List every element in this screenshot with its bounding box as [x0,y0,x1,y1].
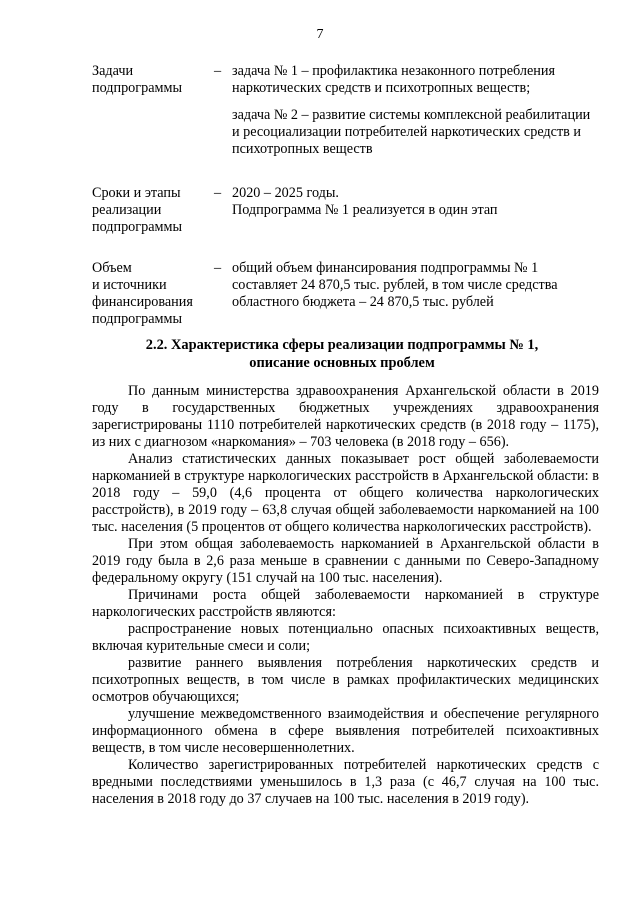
body-paragraph: Количество зарегистрированных потребителей наркотических средств с вредными последствиями уменьшилось в 1,3 раза (с 46,7 случая на 100 тыс. населения в 2018 году до 37 случаев на 100 тыс. населения в 2019 году). [92,757,599,807]
body-paragraph: Анализ статистических данных показывает рост общей заболеваемости наркоманией в структуре наркологических расстройств в Архангельской области: в 2018 году – 59,0 (4,6 процента от общего количества наркологических расстройств), в 2019 году – 63,8 случая общей заболеваемости наркоманией на 100 тыс. населения (5 процентов от общего количества наркологических расстройств). [92,451,599,535]
passport-paragraph: 2020 – 2025 годы. Подпрограмма № 1 реализуется в один этап [232,185,498,218]
section-title-line: 2.2. Характеристика сферы реализации подпрограммы № 1, [145,337,539,353]
passport-dash: – [214,185,222,201]
body-paragraph: развитие раннего выявления потребления наркотических средств и психотропных веществ, в том числе в рамках профилактических медицинских осмотров обучающихся; [92,655,599,705]
passport-label: Задачи подпрограммы [92,63,182,96]
passport-paragraph: общий объем финансирования подпрограммы № 1 составляет 24 870,5 тыс. рублей, в том числе средства областного бюджета – 24 870,5 тыс. рублей [232,260,558,310]
passport-label: Сроки и этапы реализации подпрограммы [92,185,182,235]
body-paragraph: Причинами роста общей заболеваемости наркоманией в структуре наркологических расстройств являются: [92,587,599,620]
section-title [92,336,592,372]
passport-row-tasks [92,63,592,158]
passport-value [232,260,592,311]
passport-dash: – [214,63,222,79]
subprogram-passport [92,63,592,328]
body-text [92,383,599,808]
page-number: 7 [316,27,324,42]
section-title-line: описание основных проблем [249,355,435,371]
passport-row-terms [92,185,592,236]
passport-value [232,63,592,158]
passport-dash: – [214,260,222,276]
body-paragraph: улучшение межведомственного взаимодействия и обеспечение регулярного информационного обмена в сфере выявления потребителей психоактивных веществ, в том числе несовершеннолетних. [92,706,599,756]
passport-label: Объем и источники финансирования подпрограммы [92,260,193,327]
passport-paragraph: задача № 1 – профилактика незаконного потребления наркотических средств и психотропных веществ; [232,63,555,96]
passport-paragraph: задача № 2 – развитие системы комплексной реабилитации и ресоциализации потребителей наркотических средств и психотропных веществ [232,107,591,157]
passport-row-funding [92,260,592,328]
body-paragraph: При этом общая заболеваемость наркоманией в Архангельской области в 2019 году была в 2,6 раза меньше в сравнении с данными по Северо-Западному федеральному округу (151 случай на 100 тыс. населения). [92,536,599,586]
passport-value [232,185,592,219]
body-paragraph: По данным министерства здравоохранения Архангельской области в 2019 году в государственных бюджетных учреждениях здравоохранения зарегистрированы 1110 потребителей наркотических средств (в 2018 году – 1175), из них с диагнозом «наркомания» – 703 человека (в 2018 году – 656). [92,383,599,450]
body-paragraph: распространение новых потенциально опасных психоактивных веществ, включая курительные смеси и соли; [92,621,599,654]
